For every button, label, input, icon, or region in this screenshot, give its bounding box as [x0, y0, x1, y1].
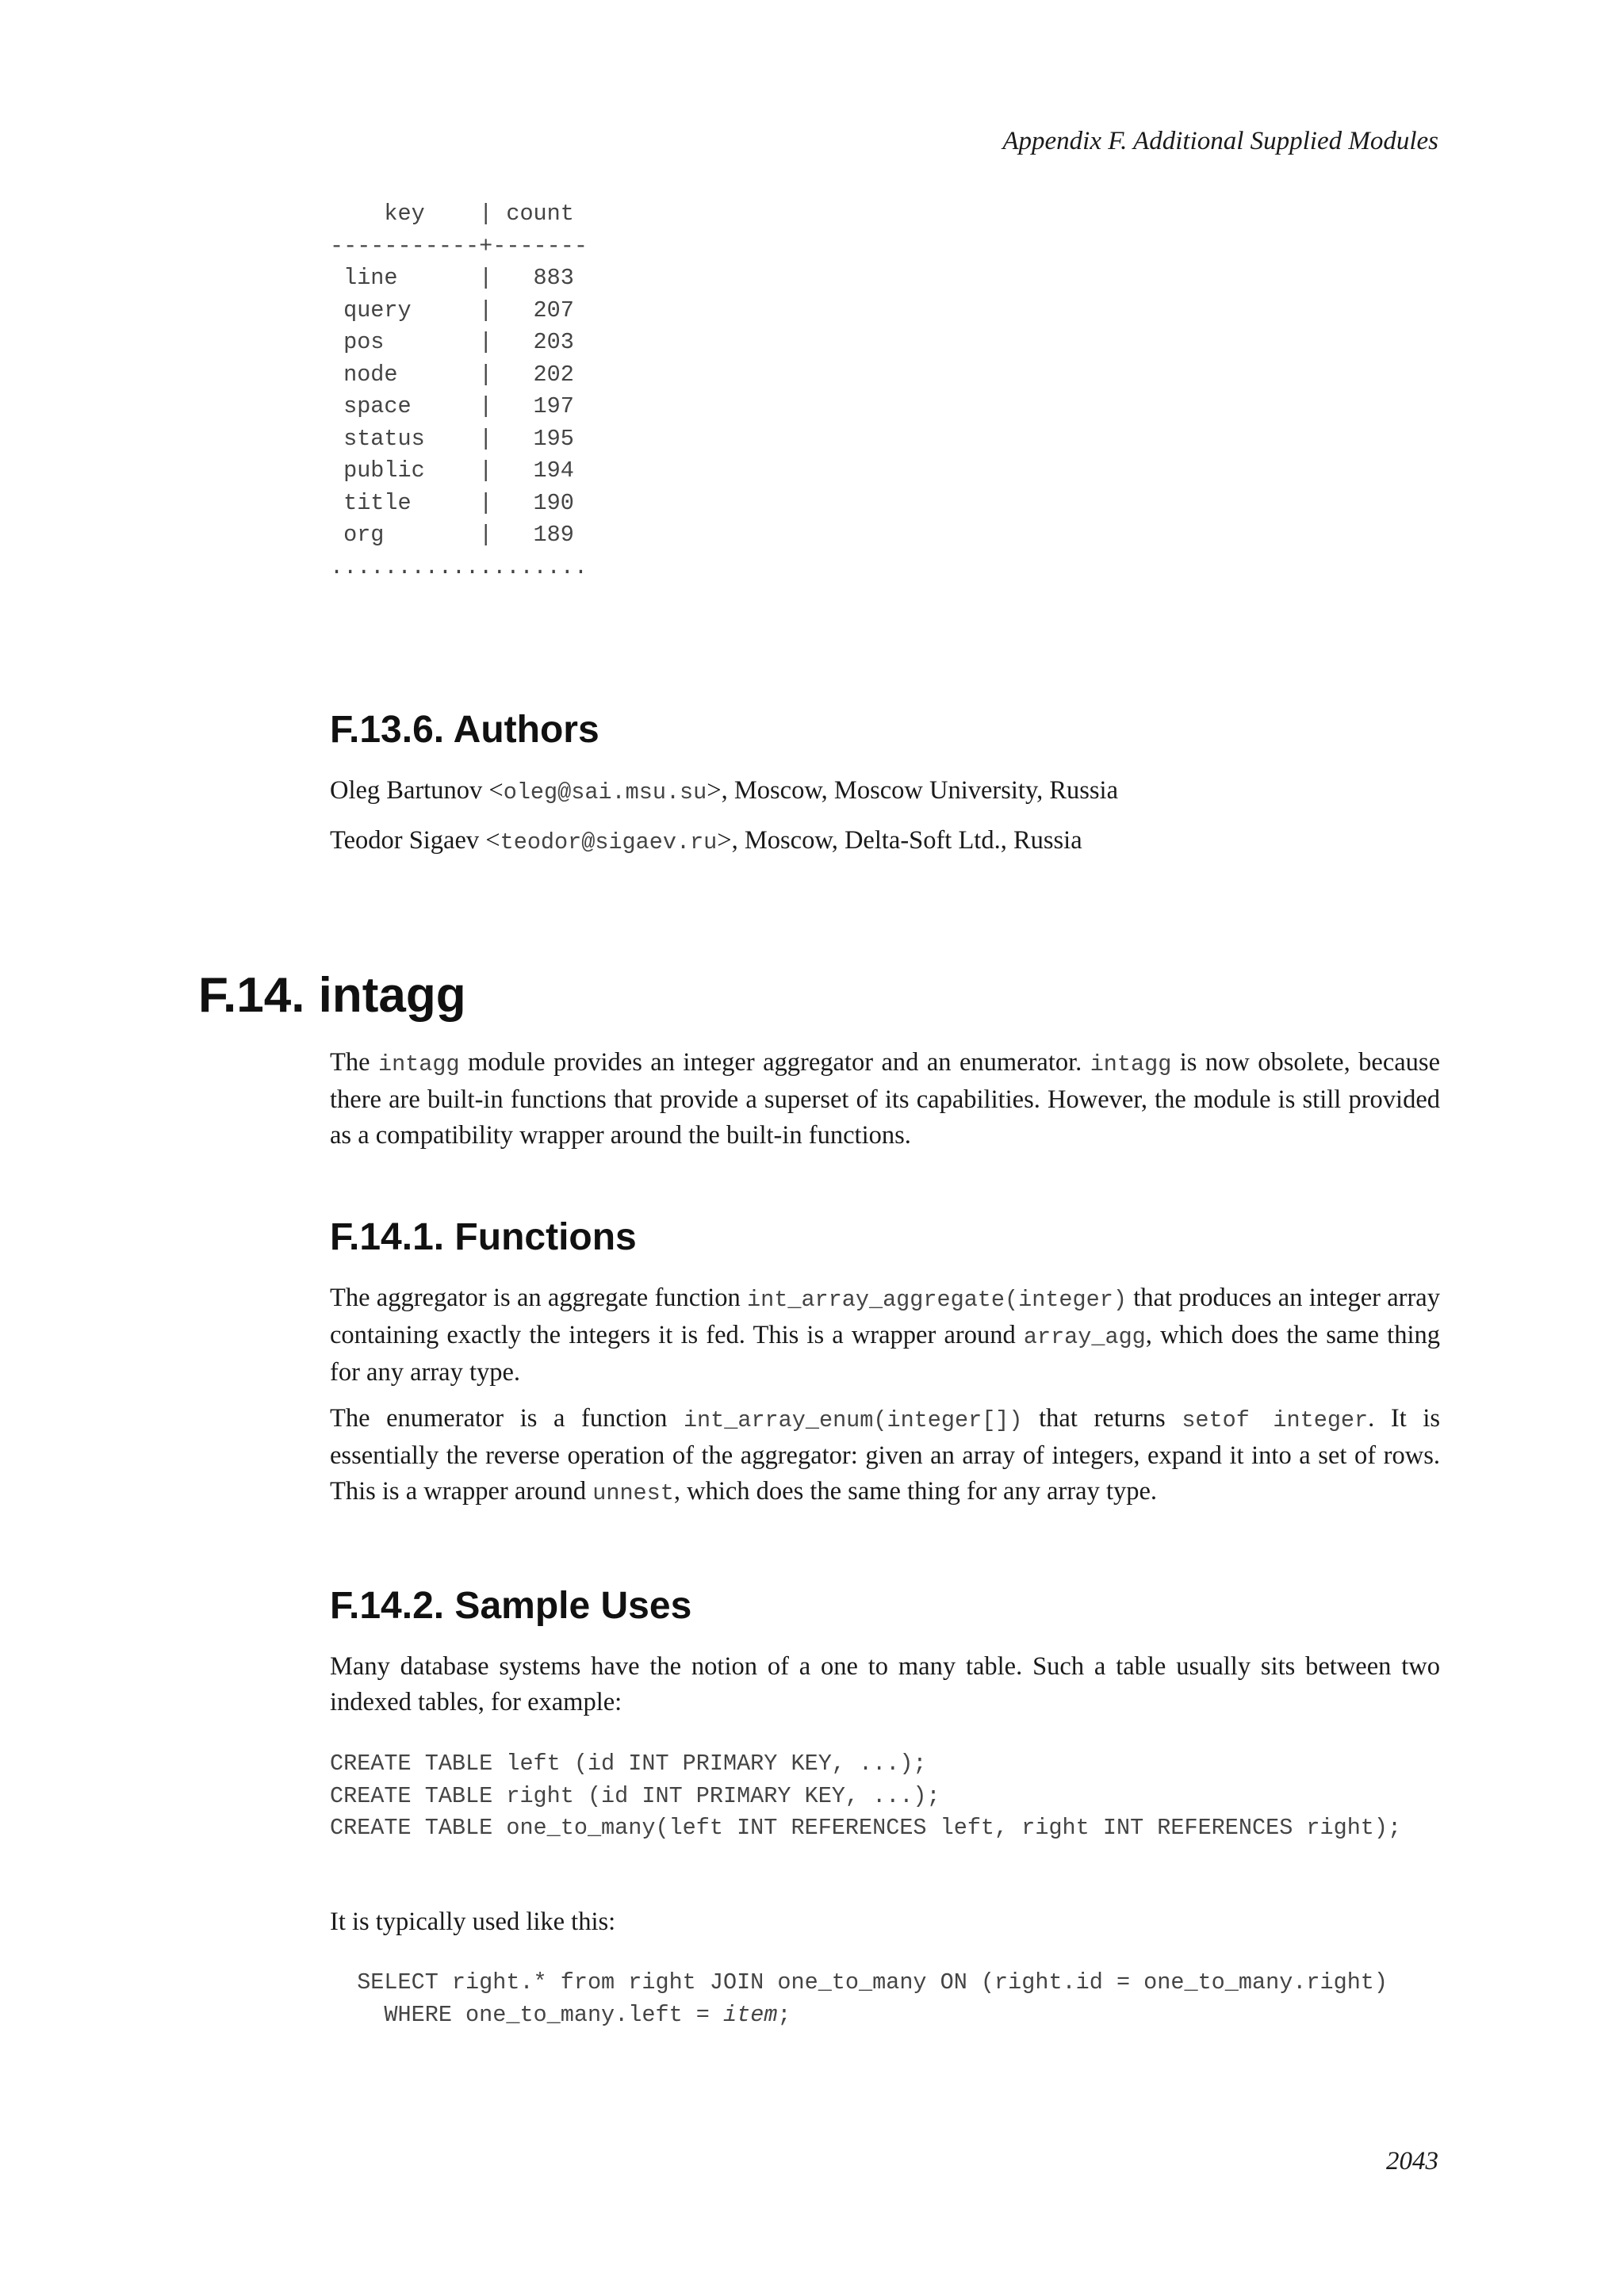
- result-line: space | 197: [330, 393, 574, 419]
- code-line: CREATE TABLE left (id INT PRIMARY KEY, ...);: [330, 1751, 927, 1777]
- page-number: 2043: [1386, 2147, 1438, 2175]
- author-line: Teodor Sigaev <teodor@sigaev.ru>, Moscow, Delta-Soft Ltd., Russia: [330, 826, 1082, 855]
- result-line: pos | 203: [330, 329, 574, 355]
- running-header: Appendix F. Additional Supplied Modules: [1002, 127, 1438, 155]
- result-line: public | 194: [330, 457, 574, 484]
- inline-code: setof integer: [1182, 1407, 1369, 1433]
- query-result-table: [330, 198, 588, 584]
- result-ellipsis: ...................: [330, 553, 588, 580]
- code-line: CREATE TABLE right (id INT PRIMARY KEY, ...);: [330, 1782, 940, 1809]
- author-email[interactable]: teodor@sigaev.ru: [500, 829, 718, 855]
- section-heading-sample-uses: F.14.2. Sample Uses: [330, 1585, 692, 1627]
- code-line: WHERE one_to_many.left = item;: [330, 2001, 791, 2028]
- create-table-code-block: [330, 1748, 1401, 1845]
- author-email[interactable]: oleg@sai.msu.su: [503, 779, 707, 806]
- intagg-intro-paragraph: The intagg module provides an integer aggregator and an enumerator. intagg is now obsolete, because there are built-in functions that provide a superset of its capabilities. However, the module is still provided as a compatibility wrapper around the built-in functions.: [330, 1048, 1440, 1150]
- replaceable-variable: item: [722, 2001, 778, 2028]
- inline-code: intagg: [1090, 1051, 1172, 1077]
- result-line: org | 189: [330, 522, 574, 548]
- inline-code: array_agg: [1023, 1324, 1146, 1350]
- code-line: SELECT right.* from right JOIN one_to_many ON (right.id = one_to_many.right): [330, 1969, 1388, 1996]
- result-line: status | 195: [330, 425, 574, 452]
- result-line: title | 190: [330, 489, 574, 516]
- inline-code: unnest: [592, 1480, 674, 1506]
- functions-paragraph-aggregator: The aggregator is an aggregate function int_array_aggregate(integer) that produces an integer array containing exactly the integers it is fed. This is a wrapper around array_agg, which does the same thing for any array type.: [330, 1284, 1440, 1387]
- functions-paragraph-enumerator: The enumerator is a function int_array_enum(integer[]) that returns setof integer. It is essentially the reverse operation of the aggregator: given an array of integers, expand it into a set of rows. This is a wrapper around unnest, which does the same thing for any array type.: [330, 1404, 1441, 1506]
- chapter-heading-intagg: F.14. intagg: [198, 968, 466, 1023]
- result-line: node | 202: [330, 361, 574, 388]
- result-line: line | 883: [330, 265, 574, 291]
- result-line: key | count: [330, 201, 574, 227]
- result-separator: -----------+-------: [330, 232, 588, 259]
- author-line: Oleg Bartunov <oleg@sai.msu.su>, Moscow, Moscow University, Russia: [330, 776, 1119, 806]
- usage-intro-paragraph: It is typically used like this:: [330, 1908, 616, 1936]
- section-heading-authors: F.13.6. Authors: [330, 709, 599, 751]
- select-code-block: [330, 1967, 1388, 2031]
- result-line: query | 207: [330, 297, 574, 323]
- inline-code: int_array_enum(integer[]): [683, 1407, 1023, 1433]
- inline-code: int_array_aggregate(integer): [747, 1287, 1127, 1313]
- section-heading-functions: F.14.1. Functions: [330, 1216, 637, 1258]
- code-line: CREATE TABLE one_to_many(left INT REFERENCES left, right INT REFERENCES right);: [330, 1815, 1402, 1841]
- inline-code: intagg: [377, 1051, 460, 1077]
- sample-uses-paragraph: Many database systems have the notion of a one to many table. Such a table usually sits between two indexed tables, for example:: [330, 1652, 1440, 1716]
